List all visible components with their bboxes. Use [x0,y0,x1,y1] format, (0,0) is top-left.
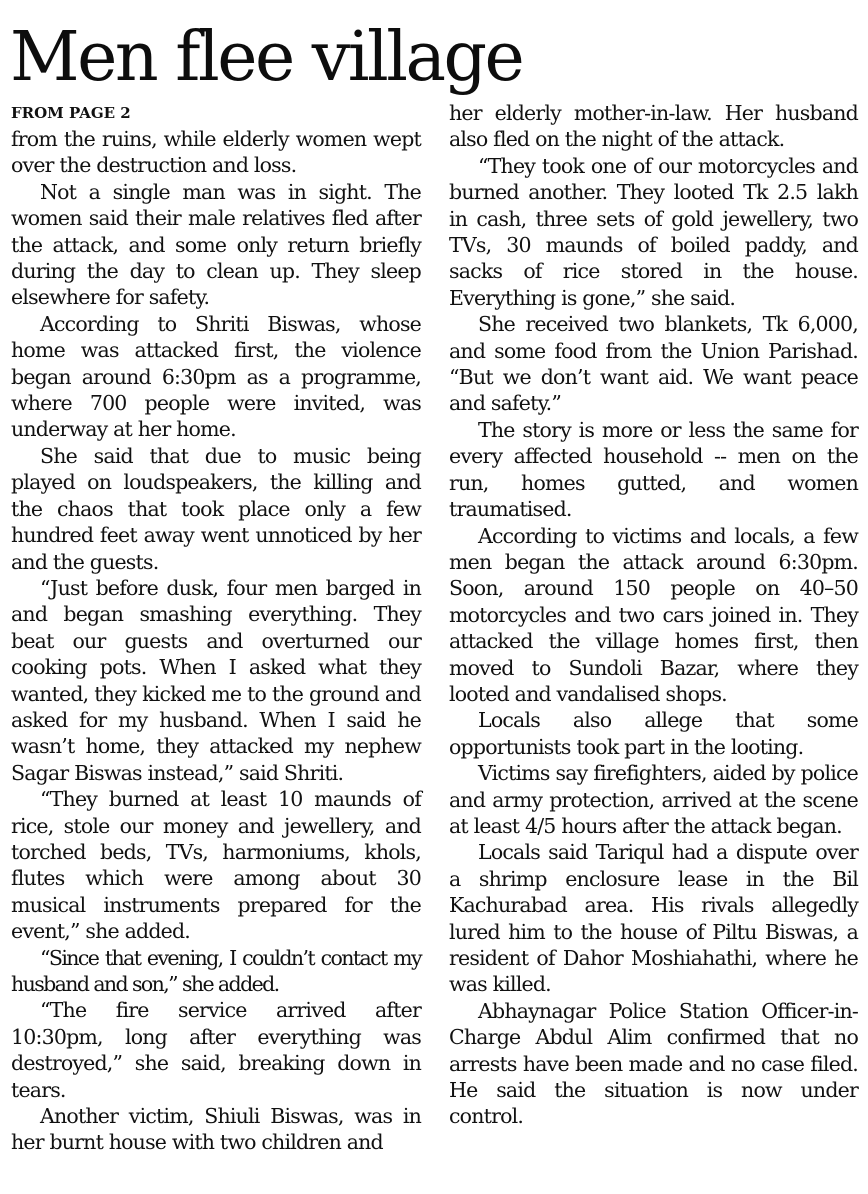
paragraph: She received two blankets, Tk 6,000, and some food from the Union Parishad. “But we don’t want aid. We want peace and safety.” [449,312,858,416]
paragraph: Not a single man was in sight. The women said their male relatives fled after the attack, and some only return briefly during the day to clean up. They sleep elsewhere for safety. [11,179,421,310]
paragraph: Another victim, Shiuli Biswas, was in her burnt house with two children and [11,1104,421,1155]
paragraph: from the ruins, while elderly women wept over the destruction and loss. [11,127,421,178]
paragraph: According to victims and locals, a few men began the attack around 6:30pm. Soon, around 150 people on 40–50 motorcycles and two cars joined in. They attacked the village homes first, then moved to Sundoli Bazar, where they looted and vandalised shops. [449,523,858,706]
paragraph: Locals also allege that some opportunists took part in the looting. [449,708,858,759]
paragraph: her elderly mother-in-law. Her husband also fled on the night of the attack. [449,101,858,152]
paragraph: The story is more or less the same for every affected household -- men on the run, homes gutted, and women traumatised. [449,417,858,522]
paragraph: Victims say firefighters, aided by police and army protection, arrived at the scene at least 4/5 hours after the attack began. [449,761,858,838]
paragraph: Locals said Tariqul had a dispute over a shrimp enclosure lease in the Bil Kachurabad area. His rivals allegedly lured him to the house of Piltu Biswas, a resident of Dahor Moshiahathi, where he was killed. [449,840,858,997]
paragraph: “They burned at least 10 maunds of rice, stole our money and jewellery, and torched beds, TVs, harmoniums, khols, flutes which were among about 30 musical instruments prepared for the event,” she added. [11,787,421,944]
headline: Men flee village [10,18,523,97]
paragraph: She said that due to music being played on loudspeakers, the killing and the chaos that took place only a few hundred feet away went unnoticed by her and the guests. [11,443,421,574]
paragraph: “They took one of our motorcycles and burned another. They looted Tk 2.5 lakh in cash, three sets of gold jewellery, two TVs, 30 maunds of boiled paddy, and sacks of rice stored in the house. Everything is gone,” she said. [449,153,858,310]
paragraph: “Just before dusk, four men barged in and began smashing everything. They beat our guests and overturned our cooking pots. When I asked what they wanted, they kicked me to the ground and asked for my husband. When I said he wasn’t home, they attacked my nephew Sagar Biswas instead,” said Shriti. [11,575,421,785]
paragraph: Abhaynagar Police Station Officer-in-Charge Abdul Alim confirmed that no arrests have been made and no case filed. He said the situation is now under control. [449,998,858,1129]
paragraph: “The fire service arrived after 10:30pm, long after everything was destroyed,” she said, breaking down in tears. [11,998,421,1102]
paragraph: “Since that evening, I couldn’t contact my husband and son,” she added. [11,945,421,996]
paragraph: According to Shriti Biswas, whose home was attacked first, the violence began around 6:30pm as a programme, where 700 people were invited, was underway at her home. [11,311,421,442]
article-column-left [11,100,421,1156]
article-column-right [449,100,858,1130]
jump-label: FROM PAGE 2 [11,104,131,122]
